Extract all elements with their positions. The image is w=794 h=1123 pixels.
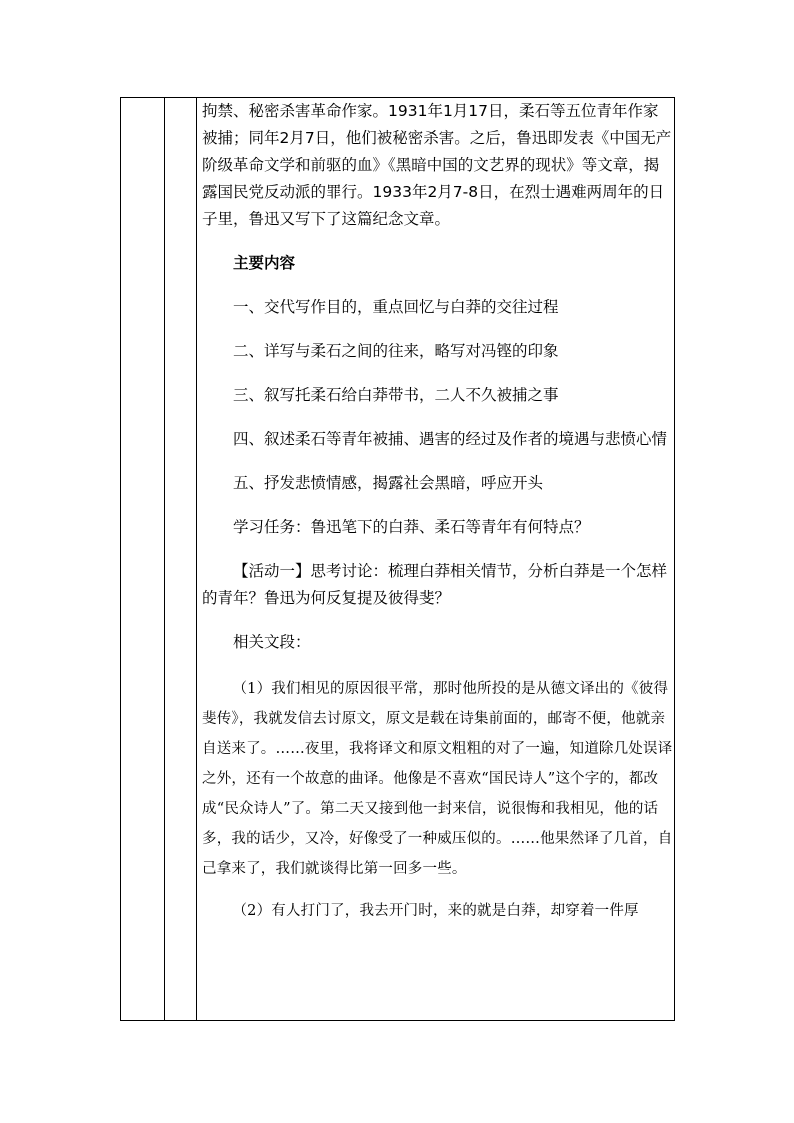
- main-content-item: 三、叙写托柔石给白莽带书，二人不久被捕之事: [233, 386, 559, 404]
- passage-2: （2）有人打门了，我去开门时，来的就是白莽，却穿着一件厚: [232, 903, 639, 919]
- table-content-cell: [202, 98, 674, 926]
- intro-paragraph: 拘禁、秘密杀害革命作家。1931年1月17日，柔石等五位青年作家被捕；同年2月7日，他们被秘密杀害。之后，鲁迅即发表《中国无产阶级革命文学和前驱的血》《黑暗中国的文艺界的现状》等文章，揭露国民党反动派的罪行。1933年2月7-8日，在烈士遇难两周年的日子里，鲁迅又写下了这篇纪念文章。: [202, 102, 672, 228]
- main-content-item: 五、抒发悲愤情感，揭露社会黑暗，呼应开头: [233, 474, 544, 492]
- main-content-item: 四、叙述柔石等青年被捕、遇害的经过及作者的境遇与悲愤心情: [233, 430, 668, 448]
- lesson-table: [120, 97, 675, 1021]
- table-column-1: [121, 98, 165, 1020]
- passage-1: （1）我们相见的原因很平常，那时他所投的是从德文译出的《彼得斐传》，我就发信去讨原文，原文是载在诗集前面的，邮寄不便，他就亲自送来了。……夜里，我将译文和原文粗粗的对了一遍，知道除几处误译之外，还有一个故意的曲译。他像是不喜欢“国民诗人”这个字的，都改成“民众诗人”了。第二天又接到他一封来信，说很悔和我相见，他的话多，我的话少，又冷，好像受了一种威压似的。……他果然译了几首，自己拿来了，我们就谈得比第一回多一些。: [202, 681, 673, 877]
- main-content-heading: 主要内容: [233, 254, 296, 272]
- main-content-item: 二、详写与柔石之间的往来，略写对冯铿的印象: [233, 342, 559, 360]
- main-content-item: 一、交代写作目的，重点回忆与白莽的交往过程: [233, 298, 559, 316]
- table-column-2: [165, 98, 197, 1020]
- learning-task: 学习任务：鲁迅笔下的白莽、柔石等青年有何特点？: [233, 518, 590, 536]
- related-passages-label: 相关文段：: [233, 633, 311, 651]
- activity-one: 【活动一】思考讨论：梳理白莽相关情节，分析白莽是一个怎样的青年？鲁迅为何反复提及彼得斐？: [202, 562, 668, 607]
